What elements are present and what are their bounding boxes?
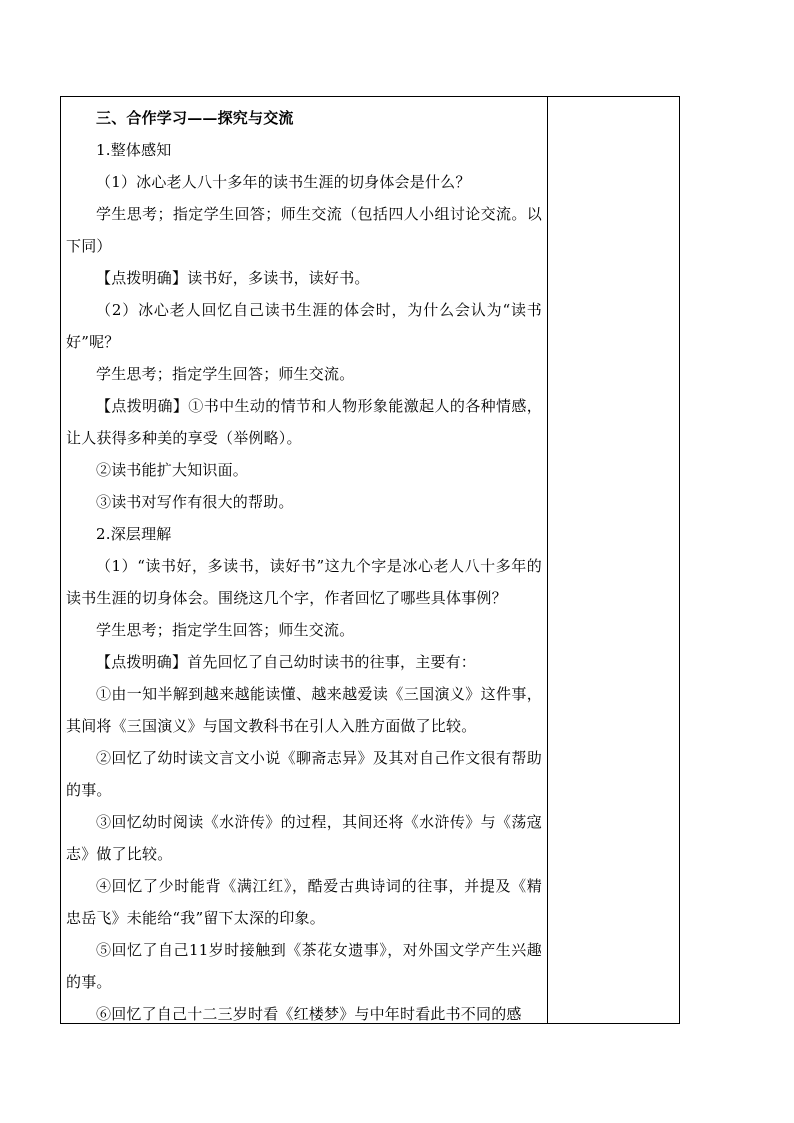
subsection-heading: 1.整体感知 <box>96 141 172 159</box>
answer-item: ②回忆了幼时读文言文小说《聊斋志异》及其对自己作文很有帮助的事。 <box>66 749 542 799</box>
section-heading: 三、合作学习——探究与交流 <box>96 109 294 127</box>
lesson-content-cell <box>66 102 542 1030</box>
activity-note: 学生思考；指定学生回答；师生交流。 <box>96 365 355 383</box>
answer-item: ⑥回忆了自己十二三岁时看《红楼梦》与中年时看此书不同的感 <box>96 1005 522 1023</box>
answer-item: ②读书能扩大知识面。 <box>96 461 249 479</box>
notes-cell <box>548 97 679 1023</box>
subsection-heading: 2.深层理解 <box>96 525 172 543</box>
activity-note: 学生思考；指定学生回答；师生交流（包括四人小组讨论交流。以下同） <box>66 205 542 255</box>
answer-item: ③回忆幼时阅读《水浒传》的过程，其间还将《水浒传》与《荡寇志》做了比较。 <box>66 813 542 863</box>
activity-note: 学生思考；指定学生回答；师生交流。 <box>96 621 355 639</box>
answer: 【点拨明确】①书中生动的情节和人物形象能激起人的各种情感，让人获得多种美的享受（举例略）。 <box>66 397 542 447</box>
question: （1）“读书好，多读书，读好书”这九个字是冰心老人八十多年的读书生涯的切身体会。围绕这几个字，作者回忆了哪些具体事例？ <box>66 557 542 607</box>
answer: 【点拨明确】读书好，多读书，读好书。 <box>96 269 370 287</box>
question: （1）冰心老人八十多年的读书生涯的切身体会是什么？ <box>96 173 471 191</box>
answer-item: ⑤回忆了自己11岁时接触到《茶花女遗事》，对外国文学产生兴趣的事。 <box>66 941 542 991</box>
lesson-table <box>60 96 680 1024</box>
answer-item: ①由一知半解到越来越能读懂、越来越爱读《三国演义》这件事，其间将《三国演义》与国文教科书在引人入胜方面做了比较。 <box>66 685 542 735</box>
answer-item: ④回忆了少时能背《满江红》，酷爱古典诗词的往事，并提及《精忠岳飞》未能给“我”留下太深的印象。 <box>66 877 542 927</box>
answer-item: ③读书对写作有很大的帮助。 <box>96 493 294 511</box>
question: （2）冰心老人回忆自己读书生涯的体会时，为什么会认为“读书好”呢？ <box>66 301 542 351</box>
answer: 【点拨明确】首先回忆了自己幼时读书的往事，主要有： <box>96 653 477 671</box>
